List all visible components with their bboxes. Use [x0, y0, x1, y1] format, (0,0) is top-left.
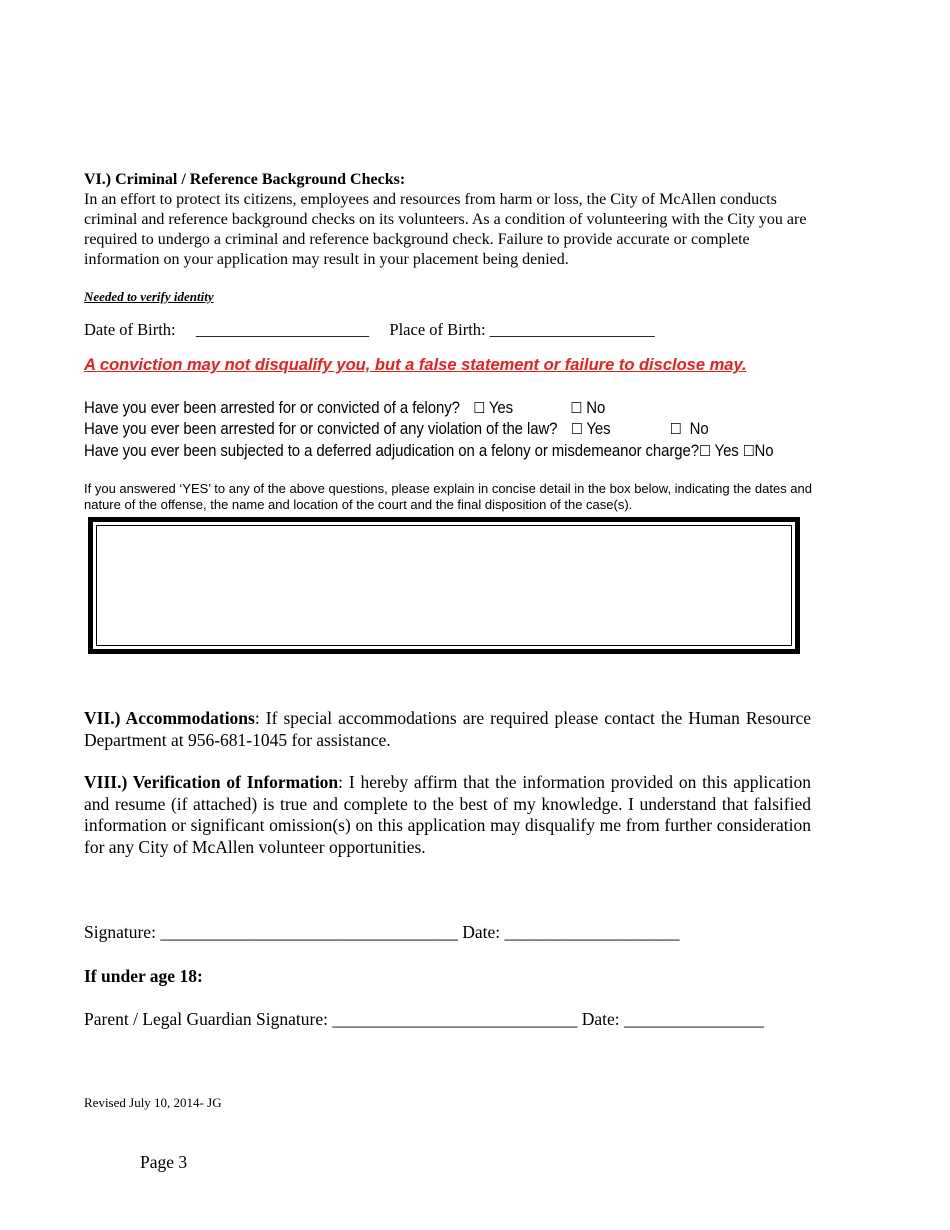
disclosure-warning: A conviction may not disqualify you, but a false statement or failure to disclose may.	[84, 356, 747, 374]
page-number: Page 3	[140, 1152, 188, 1172]
section-7-heading: VII.) Accommodations	[84, 708, 255, 728]
question-felony	[84, 398, 605, 418]
guardian-signature-label: Parent / Legal Guardian Signature:	[84, 1009, 328, 1029]
no-checkbox[interactable]: ☐ No	[570, 398, 606, 417]
checkbox-icon: ☐	[570, 400, 583, 417]
checkbox-icon: ☐	[742, 443, 755, 460]
pob-field[interactable]: ____________________	[489, 320, 655, 339]
question-violation	[84, 419, 709, 439]
guardian-date-label: Date:	[581, 1009, 620, 1029]
yes-checkbox[interactable]: ☐ Yes	[698, 441, 739, 460]
guardian-signature-line	[84, 1009, 764, 1030]
explanation-instructions: If you answered ‘YES’ to any of the above questions, please explain in concise detail in the box below, indicating the dates and nature of the offense, the name and location of the court and the final disposition of the case(s).	[84, 481, 812, 512]
no-checkbox[interactable]: ☐No	[742, 441, 774, 460]
signature-field[interactable]: __________________________________	[160, 922, 458, 942]
revision-note: Revised July 10, 2014- JG	[84, 1095, 222, 1110]
yes-checkbox[interactable]: ☐ Yes	[570, 419, 611, 438]
under-18-heading: If under age 18:	[84, 966, 203, 986]
section-7-body: : If special accommodations are required please contact the Human Resource Department at 956-681-1045 for assistance.	[84, 708, 811, 750]
question-text: Have you ever been subjected to a deferred adjudication on a felony or misdemeanor charge?	[84, 441, 699, 460]
section-8-body: : I hereby affirm that the information provided on this application and resume (if attached) is true and complete to the best of my knowledge. I understand that falsified information or significant omission(s) on this application may disqualify me from further consideration for any City of McAllen volunteer opportunities.	[84, 772, 811, 857]
pob-label: Place of Birth:	[389, 320, 486, 339]
question-text: Have you ever been arrested for or convicted of a felony?	[84, 398, 460, 417]
yes-checkbox[interactable]: ☐ Yes	[473, 398, 513, 417]
dob-label: Date of Birth:	[84, 320, 176, 339]
no-checkbox[interactable]: ☐ No	[669, 419, 709, 438]
signature-date-label: Date:	[462, 922, 501, 942]
section-7-accommodations	[84, 708, 811, 751]
question-text: Have you ever been arrested for or convicted of any violation of the law?	[84, 419, 558, 438]
question-deferred-adjudication	[84, 441, 773, 461]
section-8-verification	[84, 772, 811, 858]
birth-info-line	[84, 320, 655, 340]
checkbox-icon: ☐	[669, 421, 682, 438]
section-8-heading: VIII.) Verification of Information	[84, 772, 339, 792]
guardian-signature-field[interactable]: ____________________________	[332, 1009, 578, 1029]
section-6-body: In an effort to protect its citizens, employees and resources from harm or loss, the City of McAllen conducts criminal and reference background checks on its volunteers. As a condition of volunteering with the City you are required to undergo a criminal and reference background check. Failure to provide accurate or complete information on your application may result in your placement being denied.	[84, 191, 807, 268]
dob-field[interactable]: _____________________	[195, 320, 370, 339]
signature-date-field[interactable]: ____________________	[504, 922, 680, 942]
signature-line	[84, 922, 679, 943]
guardian-date-field[interactable]: ________________	[623, 1009, 764, 1029]
explanation-textbox-inner[interactable]	[96, 525, 792, 646]
section-6-heading: VI.) Criminal / Reference Background Checks:	[84, 171, 406, 188]
checkbox-icon: ☐	[698, 443, 711, 460]
verify-identity-note: Needed to verify identity	[84, 289, 214, 304]
explanation-textbox[interactable]	[88, 517, 800, 654]
checkbox-icon: ☐	[570, 421, 583, 438]
signature-label: Signature:	[84, 922, 156, 942]
checkbox-icon: ☐	[473, 400, 486, 417]
